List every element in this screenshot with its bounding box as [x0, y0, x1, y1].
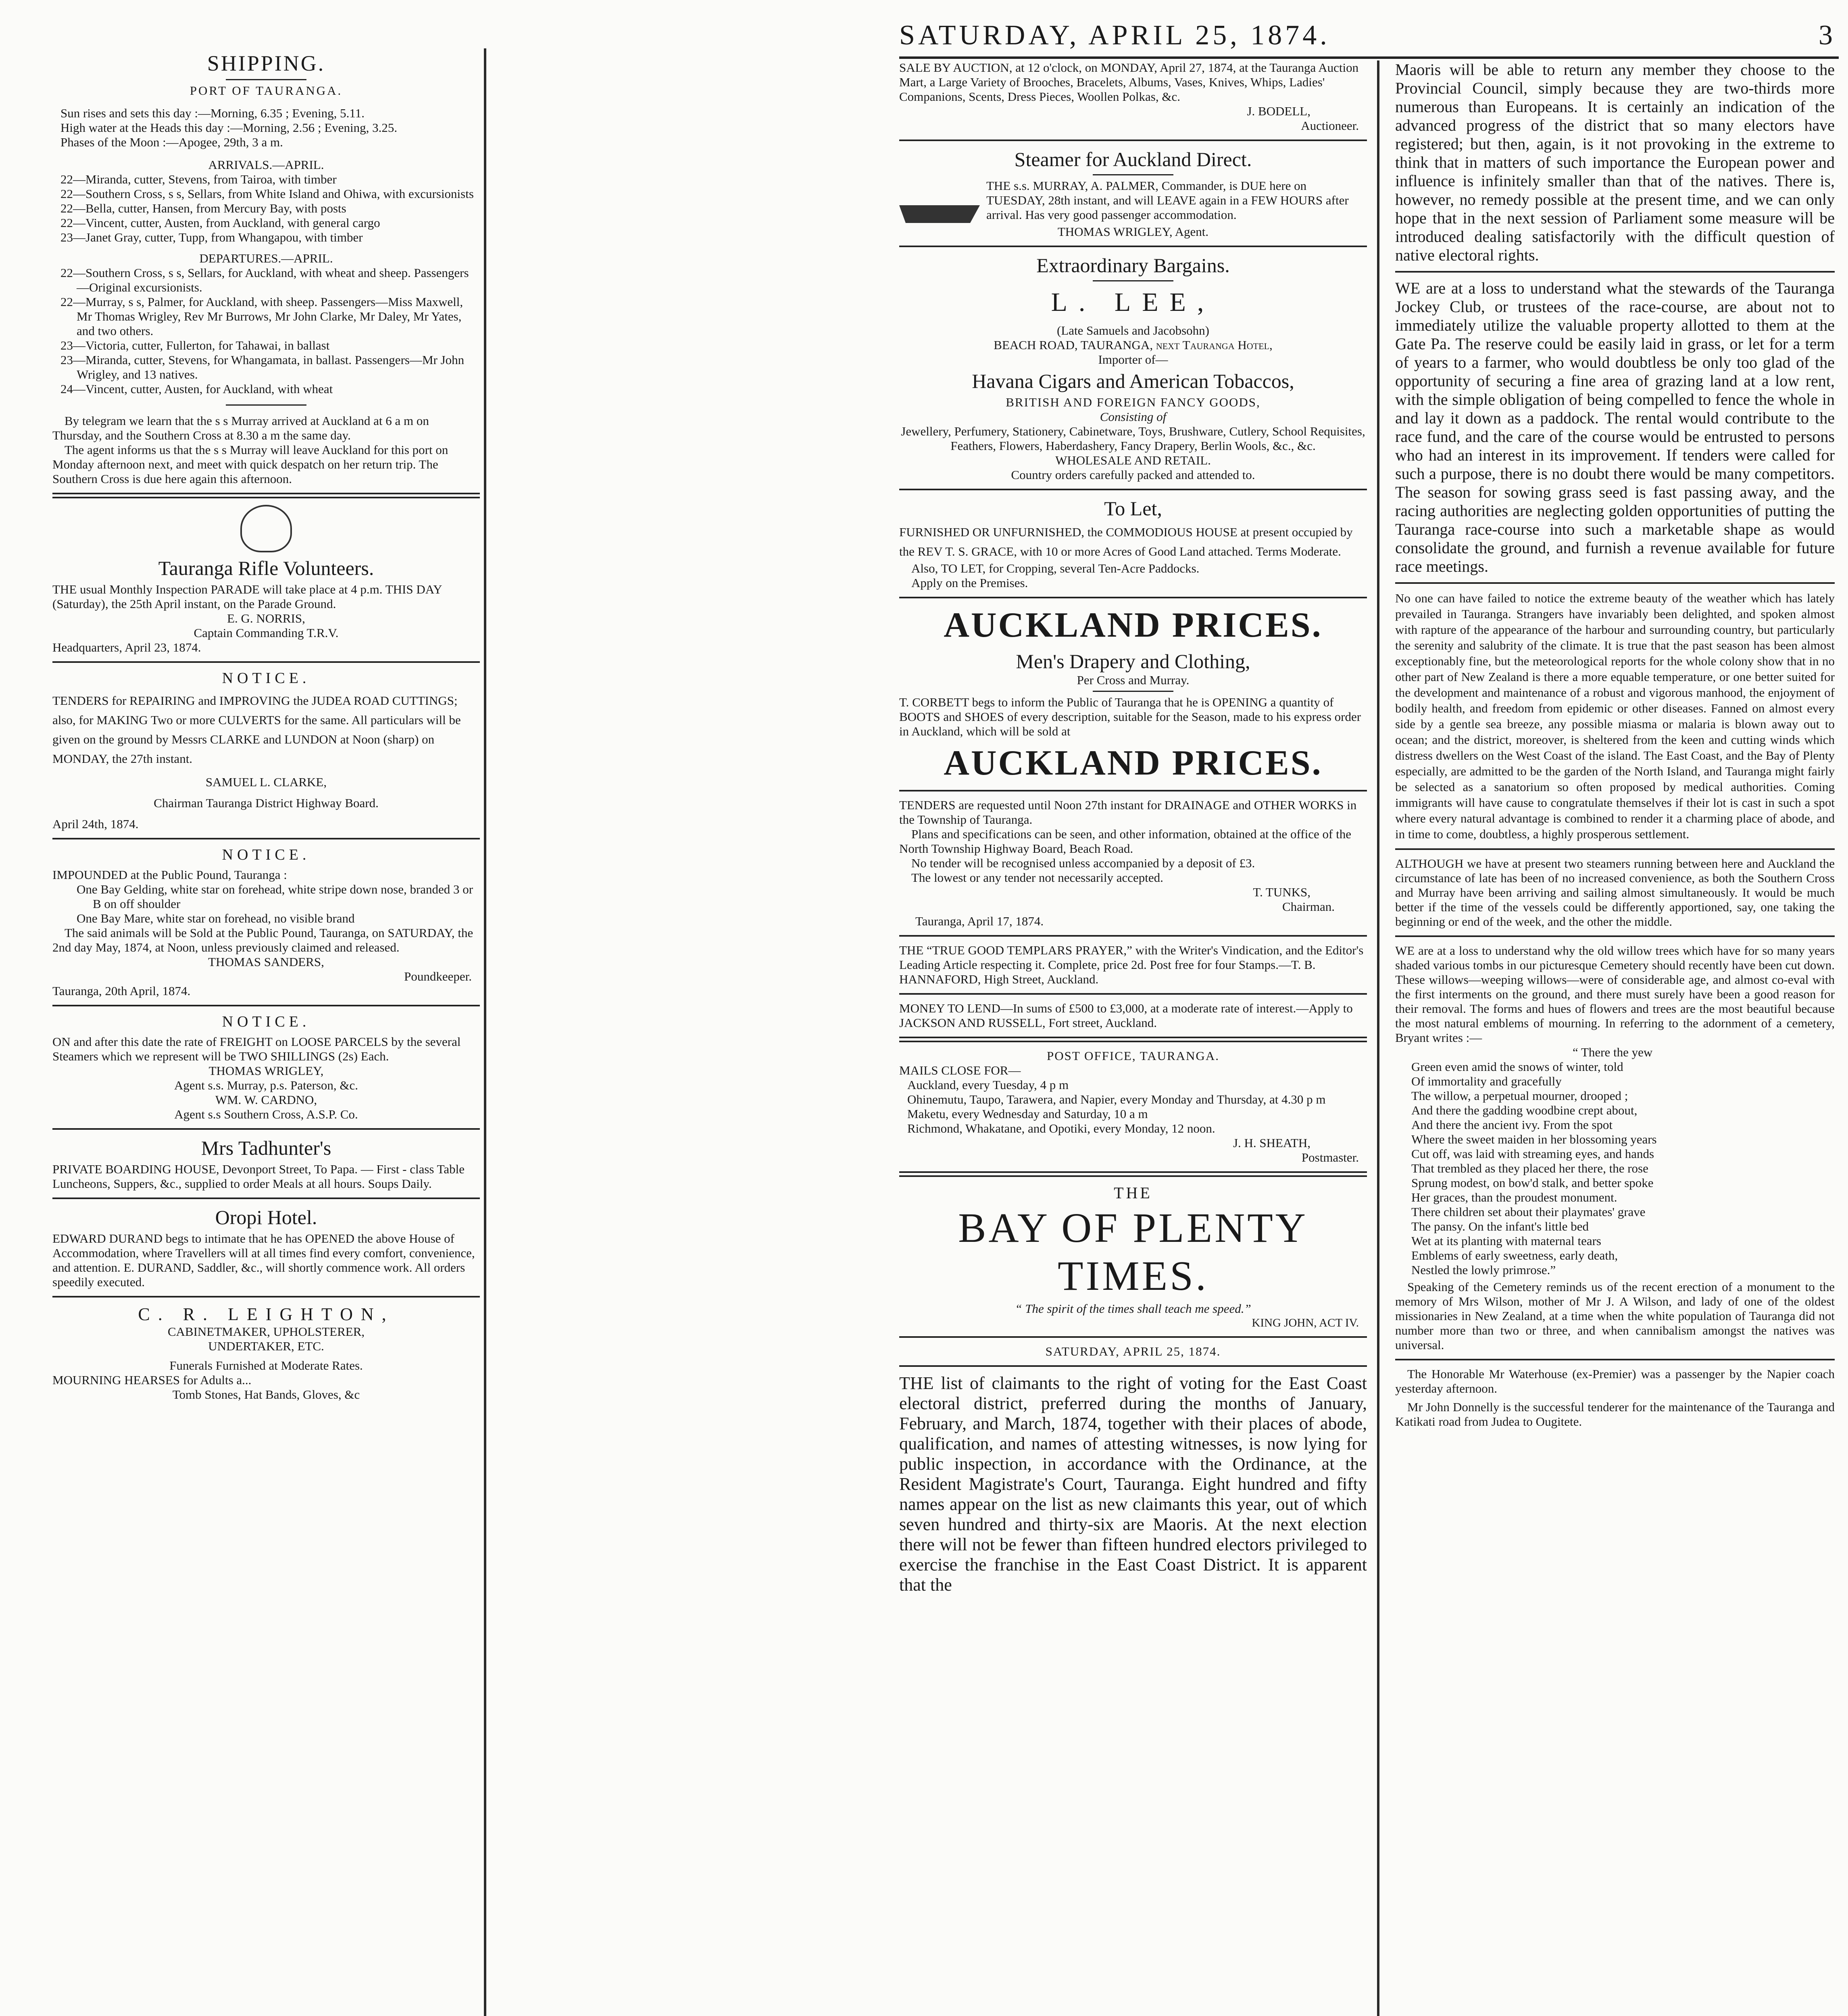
leighton-name: C. R. LEIGHTON, [138, 1304, 394, 1324]
header-date: SATURDAY, APRIL 25, 1874. [899, 20, 1330, 51]
shipping-title: SHIPPING. [207, 51, 325, 75]
masthead-motto: “ The spirit of the times shall teach me speed.” [1015, 1302, 1251, 1316]
lee-importer: Importer of— [1098, 352, 1168, 367]
jockey-club-article: WE are at a loss to understand what the stewards of the Tauranga Jockey Club, or trustees of the race-course, are about not to immediately utilize the valuable property allotted to them at the Gate Pa. The reserve could be easily laid in grass, or let for a term of years to a farmer, who would doubtless be only too glad of the opportunity of securing a fine area of grazing land at a low rent, with the simple obligation of being compelled to fence the whole in and lay it down as a paddock. The rental would contribute to the race fund, and the care of the course would be entrusted to persons who had an interest in its improvement. If tenders were called for such a purpose, there is no doubt there would be many competitors. The season for sowing grass seed is fast passing away, and the racing authorities are neglecting golden opportunities of putting the Tauranga race-course into such a marketable shape as would consolidate the ground, and furnish a revenue available for future race meetings. [1395, 279, 1835, 575]
auction-signature: J. BODELL, [1247, 104, 1310, 118]
lee-wholesale: WHOLESALE AND RETAIL. [1055, 453, 1211, 467]
steamer-title: Steamer for Auckland Direct. [1014, 148, 1252, 171]
lee-british: BRITISH AND FOREIGN FANCY GOODS, [1006, 395, 1260, 409]
rifle-date: Headquarters, April 23, 1874. [52, 640, 201, 654]
notice-signature: WM. W. CARDNO, [215, 1093, 317, 1107]
leighton-hats: Tomb Stones, Hat Bands, Gloves, &c [172, 1387, 360, 1402]
departure-entry: 22—Murray, s s, Palmer, for Auckland, with sheep. Passengers—Miss Maxwell, Mr Thomas Wrigley, Rev Mr Burrows, Mr John Clarke, Mr Daley, Mr Yates, and two others. [60, 295, 463, 338]
arrival-entry: 22—Southern Cross, s s, Sellars, from White Island and Ohiwa, with excursionists [60, 187, 474, 201]
arrivals-heading: ARRIVALS.—APRIL. [208, 158, 324, 172]
monument-article: Speaking of the Cemetery reminds us of the recent erection of a monument to the memory of Mrs Wilson, mother of Mr J. A Wilson, and lady of one of the oldest missionaries in New Zealand, at a time when the white population of Tauranga did not number more than two or three, and when cannibalism amongst the natives was universal. [1395, 1280, 1835, 1352]
post-signature: J. H. SHEATH, [1233, 1136, 1310, 1150]
leighton-trade: CABINETMAKER, UPHOLSTERER, [167, 1325, 365, 1339]
impound-item: One Bay Gelding, white star on forehead, white stripe down nose, branded 3 or B on off shoulder [77, 882, 473, 911]
arrival-entry: 23—Janet Gray, cutter, Tupp, from Whangapou, with timber [60, 230, 363, 244]
masthead-the: THE [1114, 1184, 1152, 1202]
steamship-icon [899, 179, 980, 223]
poem-line: Emblems of early sweetness, early death, [1411, 1248, 1618, 1262]
willows-article: WE are at a loss to understand why the old willow trees which have for so many years shaded various tombs in our picturesque Cemetery should recently have been cut down. These willows—weeping willows—were of considerable age, and almost co-eval with the first interments on the ground, and there must surely have been a good reason for their removal. The forms and hues of flowers and trees are the most beautiful because the most natural emblems of mourning. In referring to the adornment of a cemetery, Bryant writes :— [1395, 943, 1835, 1045]
templars-prayer: THE “TRUE GOOD TEMPLARS PRAYER,” with the Writer's Vindication, and the Editor's Leading Article respecting it. Complete, price 2d. Post free for four Stamps.—T. B. HANNAFORD, High Street, Auckland. [899, 943, 1364, 986]
arrival-entry: 22—Bella, cutter, Hansen, from Mercury Bay, with posts [60, 201, 346, 215]
impound-item: One Bay Mare, white star on forehead, no visible brand [77, 911, 355, 925]
notice-title: NOTICE. [222, 846, 310, 863]
masthead-citation: KING JOHN, ACT IV. [1252, 1316, 1359, 1329]
tenders-deposit: No tender will be recognised unless accompanied by a deposit of £3. [911, 856, 1255, 870]
weather-article: No one can have failed to notice the extreme beauty of the weather which has lately prevailed in Tauranga. Strangers have invariably been delighted, and spoken almost with rapture of the appearance of the harbour and surrounding country, but particularly the serenity and salubrity of the climate. It is true that the past season has been almost exceptionably fine, but the meteorological reports for the whole colony show that in no other part of New Zealand is there a more equable temperature, or one better suited for the development and maintenance of a robust and vigorous manhood, the enjoyment of bodily health, and freedom from epidemic or other diseases. Fanned on almost every side by a gentle sea breeze, any possible miasma or malaria is blown away out to ocean; and the district, moreover, is sheltered from the keen and cutting winds which distress dwellers on the West Coast of the island. The East Coast, and the Bay of Plenty especially, are admitted to be the garden of the North Island, and Tauranga might fairly be selected as a sanatorium so often proposed by medical authorities. Coming immigrants will have cause to congratulate themselves if their lot is cast in such a spot where every natural advantage is combined to render it a charming place of abode, and in time to come, doubtless, a highly prosperous settlement. [1395, 591, 1835, 841]
tenders-lowest: The lowest or any tender not necessarily accepted. [911, 871, 1163, 885]
tolet-also: Also, TO LET, for Cropping, several Ten-Acre Paddocks. [911, 561, 1200, 575]
corbett-body: T. CORBETT begs to inform the Public of Tauranga that he is OPENING a quantity of BOOTS and SHOES of every description, suitable for the Season, made to his express order in Auckland, which will be sold at [899, 695, 1361, 738]
bryant-poem [1395, 1045, 1835, 1277]
poem-line: That trembled as they placed her there, the rose [1411, 1161, 1648, 1175]
poem-line: And there the ancient ivy. From the spot [1411, 1118, 1613, 1132]
notice-signature-title: Chairman Tauranga District Highway Board. [154, 796, 379, 810]
column-rule [1377, 60, 1379, 2016]
lee-consisting: Consisting of [1100, 410, 1167, 424]
auction-title: Auctioneer. [1301, 119, 1359, 133]
page-header [899, 8, 1839, 59]
rifle-rank: Captain Commanding T.R.V. [194, 626, 339, 640]
masthead-title: BAY OF PLENTY TIMES. [958, 1205, 1308, 1299]
lee-name: L. LEE, [1051, 287, 1215, 317]
poem-line: Sprung modest, on bow'd stalk, and better spoke [1411, 1176, 1654, 1190]
steamer-signature: THOMAS WRIGLEY, Agent. [1057, 225, 1209, 239]
column-middle [899, 60, 1367, 1595]
sun-times: Sun rises and sets this day :—Morning, 6.35 ; Evening, 5.11. [60, 106, 365, 120]
tenders-chairman: Chairman. [1282, 900, 1335, 914]
mail-line: Ohinemutu, Taupo, Tarawera, and Napier, every Monday and Thursday, at 4.30 p m [907, 1092, 1326, 1106]
tenders-date: Tauranga, April 17, 1874. [915, 914, 1044, 928]
poem-line: Her graces, than the proudest monument. [1411, 1190, 1617, 1204]
drapery-per: Per Cross and Murray. [1077, 673, 1190, 687]
poem-line: Nestled the lowly primrose.” [1411, 1263, 1556, 1277]
mails-close: MAILS CLOSE FOR— [899, 1063, 1021, 1077]
boarding-title: Mrs Tadhunter's [201, 1137, 331, 1159]
poem-line: The pansy. On the infant's little bed [1411, 1219, 1589, 1233]
auckland-prices-title: AUCKLAND PRICES. [944, 744, 1323, 783]
column-left [52, 48, 480, 1402]
steamer-body: THE s.s. MURRAY, A. PALMER, Commander, is DUE here on TUESDAY, 28th instant, and will LEAVE again in a FEW HOURS after arrival. Has very good passenger accommodation. [986, 179, 1349, 222]
arrival-entry: 22—Vincent, cutter, Austen, from Auckland, with general cargo [60, 216, 380, 230]
poem-line: And there the gadding woodbine crept about, [1411, 1103, 1638, 1117]
rifle-title: Tauranga Rifle Volunteers. [158, 557, 374, 579]
post-office-title: POST OFFICE, TAURANGA. [1047, 1049, 1219, 1063]
lee-havana: Havana Cigars and American Tobaccos, [972, 370, 1294, 392]
high-water: High water at the Heads this day :—Morning, 2.56 ; Evening, 3.25. [60, 121, 398, 135]
poem-line: Of immortality and gracefully [1411, 1074, 1562, 1088]
notice-signature-title: Agent s.s Southern Cross, A.S.P. Co. [174, 1107, 358, 1121]
notice-body: IMPOUNDED at the Public Pound, Tauranga : [52, 868, 287, 882]
tenders-signature: T. TUNKS, [1253, 885, 1310, 899]
notice-date: April 24th, 1874. [52, 817, 139, 831]
royal-crest-icon [240, 505, 292, 552]
leighton-funerals: Funerals Furnished at Moderate Rates. [169, 1358, 363, 1372]
poem-line: Green even amid the snows of winter, told [1411, 1060, 1623, 1074]
leighton-trade: UNDERTAKER, ETC. [208, 1339, 324, 1353]
arrival-entry: 22—Miranda, cutter, Stevens, from Tairoa, with timber [60, 172, 337, 186]
bargains-title: Extraordinary Bargains. [1036, 254, 1230, 277]
departure-entry: 23—Miranda, cutter, Stevens, for Whangamata, in ballast. Passengers—Mr John Wrigley, and 13 natives. [60, 353, 465, 381]
departure-entry: 24—Vincent, cutter, Austen, for Auckland, with wheat [60, 382, 333, 396]
notice-body: TENDERS for REPAIRING and IMPROVING the JUDEA ROAD CUTTINGS; also, for MAKING Two or more CULVERTS for the same. All particulars will be given on the ground by Messrs CLARKE and LUNDON at Noon (sharp) on MONDAY, the 27th instant. [52, 694, 461, 766]
poem-line: Where the sweet maiden in her blossoming years [1411, 1132, 1657, 1146]
donnelly-note: Mr John Donnelly is the successful tenderer for the maintenance of the Tauranga and Katikati road from Judea to Ougitete. [1395, 1400, 1835, 1429]
moon-phases: Phases of the Moon :—Apogee, 29th, 3 a m. [60, 135, 283, 149]
leader-continued: Maoris will be able to return any member they choose to the Provincial Council, simply because they are two-thirds more numerous than Europeans. It is certainly an indication of the advanced progress of the district that so many electors have registered; but then, again, is it not provoking in the extreme to think that in matters of such importance the European power and influence is infinitely smaller than that of the natives. There is, however, no remedy possible at the present time, and we can only hope that in the next session of Parliament some measure will be introduced dealing satisfactorily with the difficult question of native electoral rights. [1395, 60, 1835, 264]
masthead-date: SATURDAY, APRIL 25, 1874. [1045, 1344, 1221, 1358]
leighton-hearses: MOURNING HEARSES for Adults a... [52, 1373, 252, 1387]
auckland-prices-title: AUCKLAND PRICES. [944, 606, 1323, 645]
rifle-signature: E. G. NORRIS, [227, 611, 305, 625]
poem-line: The willow, a perpetual mourner, drooped ; [1411, 1089, 1628, 1103]
boarding-body: PRIVATE BOARDING HOUSE, Devonport Street, To Papa. — First - class Table Luncheons, Suppers, &c., supplied to order Meals at all hours. Soups Daily. [52, 1162, 465, 1191]
notice-title: NOTICE. [222, 1013, 310, 1030]
notice-date: Tauranga, 20th April, 1874. [52, 984, 191, 998]
poem-line: “ There the yew [1573, 1045, 1653, 1059]
tolet-title: To Let, [1104, 497, 1162, 520]
rifle-body: THE usual Monthly Inspection PARADE will take place at 4 p.m. THIS DAY (Saturday), the 25th April instant, on the Parade Ground. [52, 582, 442, 611]
impound-sale: The said animals will be Sold at the Public Pound, Tauranga, on SATURDAY, the 2nd day May, 1874, at Noon, unless previously claimed and released. [52, 926, 473, 954]
hotel-body: EDWARD DURAND begs to intimate that he has OPENED the above House of Accommodation, where Travellers will at all times find every comfort, convenience, and attention. E. DURAND, Saddler, &c., will shortly commence work. All orders speedily executed. [52, 1231, 475, 1289]
leader-article: THE list of claimants to the right of voting for the East Coast electoral district, preferred during the months of January, February, and March, 1874, together with their places of abode, qualification, and names of attesting witnesses, is now lying for public inspection, in accordance with the Ordinance, at the Resident Magistrate's Court, Tauranga. Eight hundred and fifty names appear on the list as new claimants this year, out of which seven hundred and thirty-six are Maoris. At the next election there will not be fewer than fifteen hundred electors privileged to exercise the franchise in the East Coast District. It is apparent that the [899, 1373, 1367, 1595]
tolet-body: FURNISHED OR UNFURNISHED, the COMMODIOUS HOUSE at present occupied by the REV T. S. GRACE, with 10 or more Acres of Good Land attached. Terms Moderate. [899, 525, 1353, 558]
tenders-body: TENDERS are requested until Noon 27th instant for DRAINAGE and OTHER WORKS in the Township of Tauranga. [899, 798, 1357, 827]
telegram-note: By telegram we learn that the s s Murray arrived at Auckland at 6 a m on Thursday, and the Southern Cross at 8.30 a m the same day. [52, 414, 429, 442]
mail-line: Auckland, every Tuesday, 4 p m [907, 1078, 1069, 1092]
poem-line: Cut off, was laid with streaming eyes, and hands [1411, 1147, 1654, 1161]
lee-goods: Jewellery, Perfumery, Stationery, Cabinetware, Toys, Brushware, Cutlery, School Requisites, Feathers, Flowers, Haberdashery, Fancy Drapery, Berlin Wools, &c., &c. [901, 424, 1365, 453]
departures-heading: DEPARTURES.—APRIL. [199, 251, 333, 265]
steamers-article: ALTHOUGH we have at present two steamers running between here and Auckland the circumstance of late has been of no increased convenience, as both the Southern Cross and Murray have been arriving and sailing almost simultaneously. It would be much better if the time of the vessels could be differently apportioned, say, one taking the beginning or end of the week, and the other the middle. [1395, 856, 1835, 929]
departure-entry: 23—Victoria, cutter, Fullerton, for Tahawai, in ballast [60, 338, 330, 352]
poem-line: There children set about their playmates' grave [1411, 1205, 1646, 1219]
tolet-apply: Apply on the Premises. [911, 576, 1028, 590]
mail-line: Maketu, every Wednesday and Saturday, 10 a m [907, 1107, 1148, 1121]
auction-body: SALE BY AUCTION, at 12 o'clock, on MONDAY, April 27, 1874, at the Tauranga Auction Mart, a Large Variety of Brooches, Bracelets, Albums, Vases, Knives, Whips, Ladies' Companions, Scents, Dress Pieces, Woollen Polkas, &c. [899, 60, 1359, 104]
notice-signature-title: Poundkeeper. [404, 969, 472, 983]
notice-signature-title: Agent s.s. Murray, p.s. Paterson, &c. [174, 1078, 358, 1092]
mail-line: Richmond, Whakatane, and Opotiki, every Monday, 12 noon. [907, 1121, 1215, 1135]
port-heading: PORT OF TAURANGA. [190, 83, 343, 98]
page-number: 3 [1819, 20, 1833, 51]
agent-note: The agent informs us that the s s Murray will leave Auckland for this port on Monday afternoon next, and meet with quick despatch on her return trip. The Southern Cross is due here again this afternoon. [52, 443, 448, 486]
waterhouse-note: The Honorable Mr Waterhouse (ex-Premier) was a passenger by the Napier coach yesterday afternoon. [1395, 1367, 1835, 1395]
notice-signature: SAMUEL L. CLARKE, [205, 775, 327, 789]
lee-country: Country orders carefully packed and attended to. [1011, 468, 1255, 482]
lee-late: (Late Samuels and Jacobsohn) [1057, 323, 1209, 337]
money-to-lend: MONEY TO LEND—In sums of £500 to £3,000, at a moderate rate of interest.—Apply to JACKSON AND RUSSELL, Fort street, Auckland. [899, 1001, 1353, 1030]
lee-address: BEACH ROAD, TAURANGA, next Tauranga Hotel, [994, 338, 1273, 352]
departure-entry: 22—Southern Cross, s s, Sellars, for Auckland, with wheat and sheep. Passengers—Original excursionists. [60, 266, 469, 294]
post-title: Postmaster. [1301, 1150, 1359, 1164]
column-rule [484, 48, 486, 2016]
notice-signature: THOMAS WRIGLEY, [208, 1064, 324, 1078]
drapery-title: Men's Drapery and Clothing, [1016, 650, 1250, 673]
tenders-plans: Plans and specifications can be seen, and other information, obtained at the office of the North Township Highway Board, Beach Road. [899, 827, 1351, 856]
notice-body: ON and after this date the rate of FREIGHT on LOOSE PARCELS by the several Steamers which we represent will be TWO SHILLINGS (2s) Each. [52, 1035, 461, 1063]
poem-line: Wet at its planting with maternal tears [1411, 1234, 1601, 1248]
notice-signature: THOMAS SANDERS, [208, 955, 324, 969]
notice-title: NOTICE. [222, 670, 310, 687]
column-right [1395, 60, 1835, 1429]
hotel-title: Oropi Hotel. [215, 1206, 317, 1229]
